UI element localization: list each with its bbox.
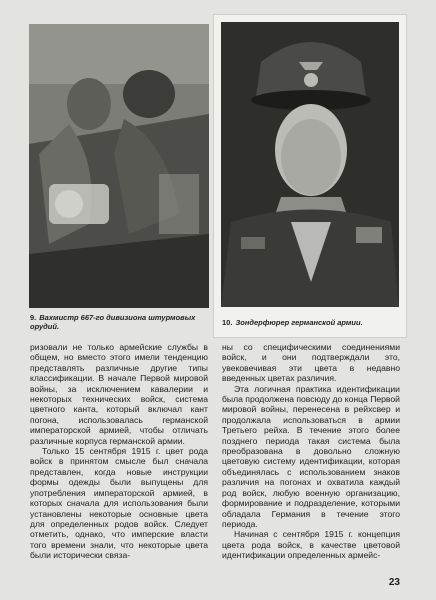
caption-number: 10.: [222, 318, 233, 327]
page-number: 23: [388, 577, 400, 588]
paragraph: Эта логичная практика идентификации была продолжена повсюду до конца Первой мировой войны, перенесена в рейхсвер и продолжала использоваться в армии Третьего рейха. В течение этого более позднего периода такая система была преобразована в довольно сложную цветовую систему идентификации, которая объединялась с использованием знаков различия на погонах и охватила каждый род войск, любую военную организацию, формирование и подразделение, которыми обладала Германия в течение этого периода.: [222, 383, 400, 529]
paragraph: ны со специфическими соединениями войск, и они подтверждали это, увековечивая эти цвета в недавно введенных цветах различия.: [222, 342, 400, 384]
photo-caption-right: [222, 318, 398, 327]
caption-text: Зондерфюрер германской армии.: [235, 318, 363, 327]
photo-caption-left: [30, 313, 208, 331]
photo-officer-portrait: [221, 22, 399, 307]
text-column-right: [222, 342, 400, 561]
caption-number: 9.: [30, 313, 37, 322]
paragraph: ризовали не только армейские службы в общем, но вместо этого имели тенденцию представлять различные другие типы классификации. В начале Первой мировой войны, за исключением кавалерии и некоторых технических войск, система цветного канта, который включал кант погона, использовалась германской императорской армией, чтобы отличать различные корпуса германской армии.: [30, 342, 208, 446]
paragraph: Только 15 сентября 1915 г. цвет рода войск в принятом смысле был сначала представлен, когда новые инструкции формы одежды были выпущены для употребления императорской армией, в которых сначала для использования были установлены некоторые основные цвета для определенных родов войск. Следует отметить, однако, что имперские власти того времени знали, что некоторые цвета были исторически связа-: [30, 446, 208, 561]
caption-text: Вахмистр 667-го дивизиона штурмовых орудий.: [30, 313, 196, 331]
text-column-left: [30, 342, 208, 561]
paragraph: Начиная с сентября 1915 г. концепция цвета рода войск, в качестве цветовой идентификации определенных армейс-: [222, 529, 400, 561]
photo-soldiers-artillery: [29, 24, 209, 308]
